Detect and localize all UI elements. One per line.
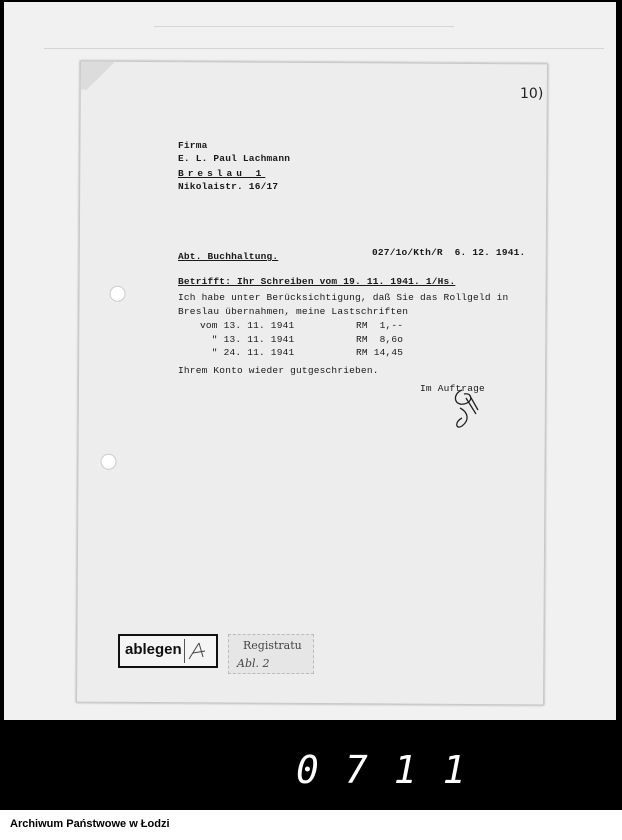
entry-date: " 13. 11. 1941 <box>200 334 295 345</box>
body-line: Ich habe unter Berücksichtigung, daß Sie das Rollgeld in <box>178 292 509 303</box>
addressee-firm: Firma <box>178 140 208 151</box>
signature-mark <box>448 384 488 432</box>
addressee-street: Nikolaistr. 16/17 <box>178 181 279 192</box>
folded-corner <box>81 62 121 90</box>
archive-footer <box>0 810 622 840</box>
registratur-label: Registratu <box>243 639 302 652</box>
ablegen-stamp <box>118 634 218 668</box>
folio-number: 10) <box>520 86 544 102</box>
addressee-name: E. L. Paul Lachmann <box>178 153 291 164</box>
entry-date: " 24. 11. 1941 <box>200 347 295 358</box>
department: Abt. Buchhaltung. <box>178 251 279 262</box>
addressee-city: Breslau 1 <box>178 168 266 179</box>
handwritten-mark-icon <box>185 639 209 663</box>
registratur-stamp <box>228 634 314 674</box>
entry-amount: RM 8,6o <box>356 334 404 345</box>
punch-hole <box>100 454 116 470</box>
archive-name: Archiwum Państwowe w Łodzi <box>10 818 170 830</box>
entry-date: vom 13. 11. 1941 <box>200 320 295 331</box>
body-line: Breslau übernahmen, meine Lastschriften <box>178 306 409 317</box>
subject-line: Betrifft: Ihr Schreiben vom 19. 11. 1941. 1/Hs. <box>178 276 456 287</box>
punch-hole <box>109 286 125 302</box>
sign-off: Im Auftrage <box>420 383 485 394</box>
ablegen-label: ablegen <box>125 641 182 658</box>
stamp-divider <box>184 639 211 663</box>
lightbox-line <box>154 26 454 27</box>
entry-amount: RM 14,45 <box>356 347 404 358</box>
closing-line: Ihrem Konto wieder gutgeschrieben. <box>178 365 379 376</box>
entry-amount: RM 1,-- <box>356 320 404 331</box>
lightbox-line <box>44 48 604 49</box>
reference-line: 027/1o/Kth/R 6. 12. 1941. <box>372 247 526 258</box>
abl-label: Abl. 2 <box>237 657 270 670</box>
frame-number: 0711 <box>296 748 492 792</box>
